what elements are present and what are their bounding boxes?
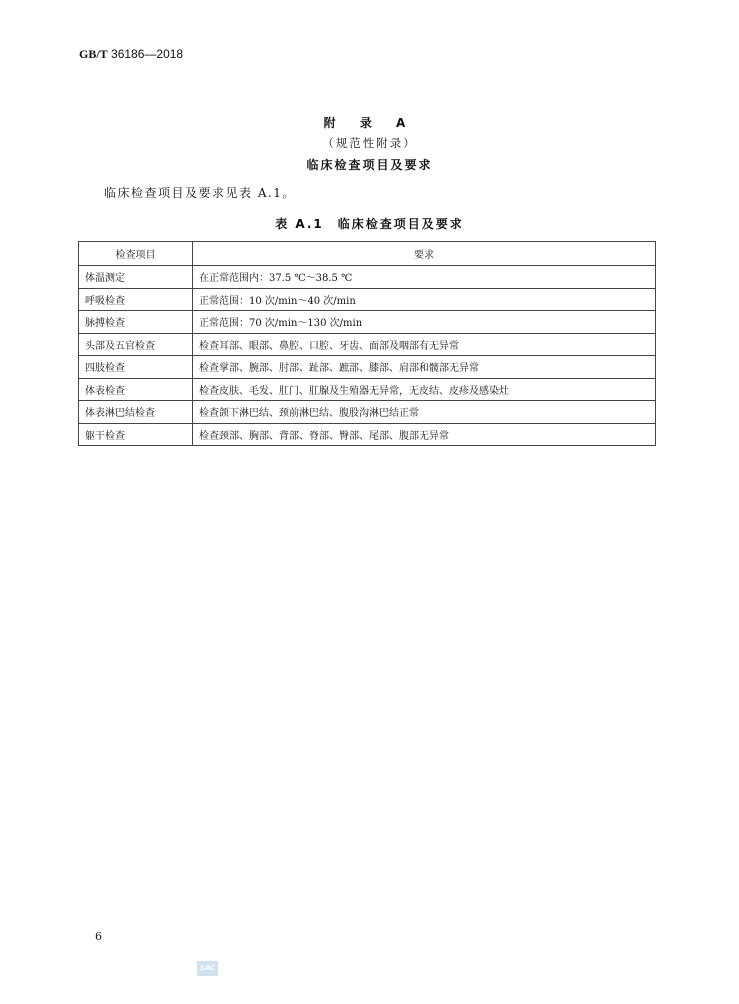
table-row xyxy=(79,378,656,401)
appendix-title: 附 录 A xyxy=(323,116,416,130)
requirement-cell: 正常范围：10 次/min～40 次/min xyxy=(193,288,656,311)
appendix-subtitle: （规范性附录） xyxy=(322,136,417,150)
table-row xyxy=(79,356,656,379)
sac-logo: SAC xyxy=(197,961,218,976)
column-header: 要求 xyxy=(193,242,656,266)
requirement-cell: 正常范围：70 次/min～130 次/min xyxy=(193,311,656,334)
exam-item-cell: 呼吸检查 xyxy=(79,288,193,311)
table-row xyxy=(79,266,656,289)
exam-item-cell: 四肢检查 xyxy=(79,356,193,379)
table-caption: 表 A.1 临床检查项目及要求 xyxy=(275,217,464,231)
standard-prefix: GB/T xyxy=(79,47,108,61)
requirement-cell: 检查皮肤、毛发、肛门、肛腺及生殖器无异常，无皮结、皮疹及感染灶 xyxy=(193,378,656,401)
requirement-cell: 检查颈部、胸部、背部、脊部、臀部、尾部、腹部无异常 xyxy=(193,423,656,446)
standard-number-header xyxy=(79,47,183,62)
exam-item-cell: 体表检查 xyxy=(79,378,193,401)
requirement-cell: 在正常范围内：37.5 ℃～38.5 ℃ xyxy=(193,266,656,289)
intro-paragraph: 临床检查项目及要求见表 A.1。 xyxy=(104,186,296,200)
column-header: 检查项目 xyxy=(79,242,193,266)
table-row xyxy=(79,311,656,334)
exam-item-cell: 躯干检查 xyxy=(79,423,193,446)
table-row xyxy=(79,423,656,446)
clinical-exam-table xyxy=(78,241,656,446)
exam-item-cell: 头部及五官检查 xyxy=(79,333,193,356)
requirement-cell: 检查颌下淋巴结、颈前淋巴结、腹股沟淋巴结正常 xyxy=(193,401,656,424)
requirement-cell: 检查耳部、眼部、鼻腔、口腔、牙齿、面部及咽部有无异常 xyxy=(193,333,656,356)
standard-number: 36186—2018 xyxy=(111,47,184,61)
page-number: 6 xyxy=(95,930,102,943)
exam-item-cell: 体温测定 xyxy=(79,266,193,289)
table-row xyxy=(79,288,656,311)
appendix-name: 临床检查项目及要求 xyxy=(306,158,433,172)
requirement-cell: 检查掌部、腕部、肘部、趾部、蹠部、膝部、肩部和髋部无异常 xyxy=(193,356,656,379)
exam-item-cell: 脉搏检查 xyxy=(79,311,193,334)
exam-item-cell: 体表淋巴结检查 xyxy=(79,401,193,424)
table-row xyxy=(79,401,656,424)
table-row xyxy=(79,333,656,356)
table-header-row xyxy=(79,242,656,266)
